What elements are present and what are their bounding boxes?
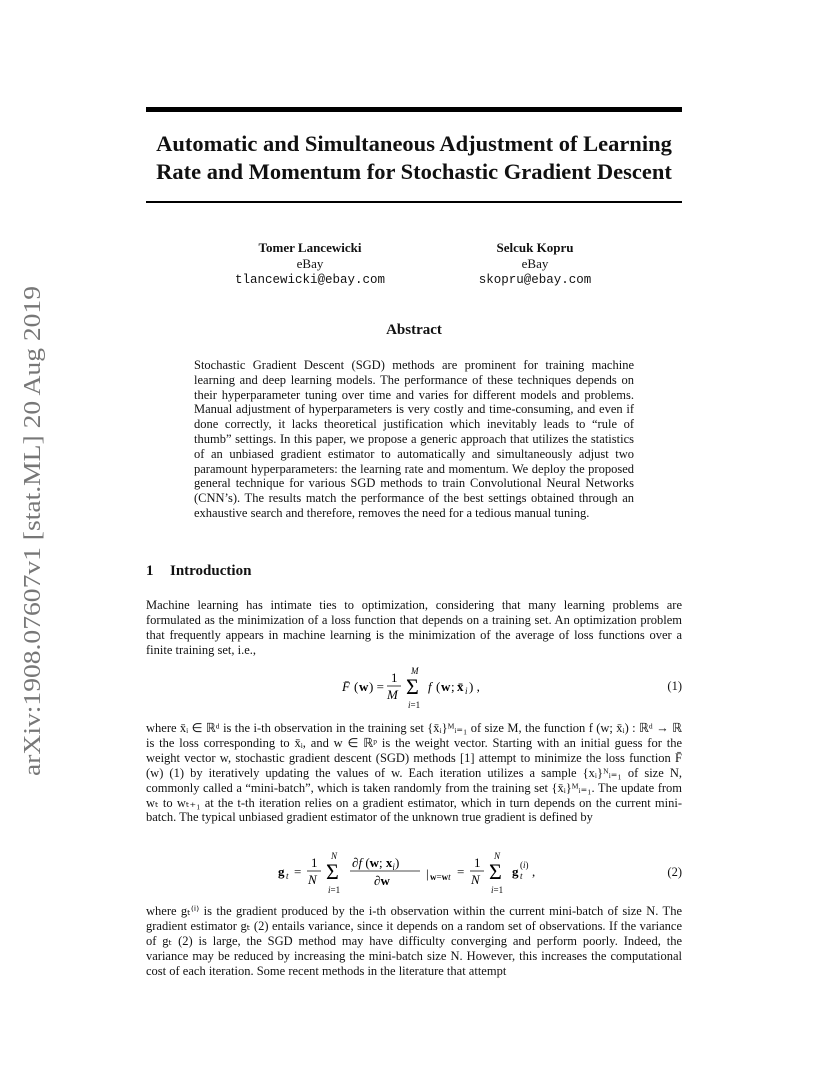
svg-text:(i): (i) — [520, 860, 529, 870]
abstract-heading: Abstract — [386, 322, 442, 338]
equation-2 — [146, 848, 682, 898]
equation-body — [146, 848, 682, 898]
author-affiliation: eBay — [296, 256, 324, 271]
svg-text:g: g — [278, 864, 285, 879]
section-number: 1 — [146, 563, 154, 579]
author-email: skopru@ebay.com — [478, 273, 592, 287]
author-affiliation: eBay — [521, 256, 549, 271]
svg-text:g: g — [512, 864, 519, 879]
svg-text:N: N — [494, 851, 501, 861]
author-email: tlancewicki@ebay.com — [234, 273, 386, 287]
title-rule-bottom — [146, 201, 682, 203]
svg-text:Σ: Σ — [326, 859, 339, 884]
body-paragraph: Machine learning has intimate ties to optimization, considering that many learning problems are formulated as the minimization of a loss function that depends on a training set. An optimization problem that frequently appears in machine learning is the minimization of the average of loss functions over a finite training set, i.e., — [146, 598, 682, 657]
svg-text:∂f (w; xi): ∂f (w; $x_i$) — [352, 855, 400, 872]
svg-text:w: w — [359, 679, 369, 694]
abstract-text: Stochastic Gradient Descent (SGD) methods are prominent for training machine learning and deep learning models. The performance of these techniques depends on their hyperparameter tuning over time and varies for different models and problems. Manual adjustment of hyperparameters is very costly and time-consuming, and even if done correctly, it lacks theoretical justification which inevitably leads to “rule of thumb” settings. In this paper, we propose a generic approach that utilizes the statistics of an unbiased gradient estimator to automatically and simultaneously adjust two paramount hyperparameters: the learning rate and momentum. We deploy the proposed general technique for various SGD methods to train Convolutional Neural Networks (CNN’s). The results match the performance of the best settings obtained through an exhaustive search and therefore, removes the need for a tedious manual tuning. — [194, 358, 634, 520]
svg-text:|: | — [426, 866, 429, 881]
section-heading — [146, 563, 251, 580]
equation-number: (1) — [667, 679, 682, 693]
paper-title: Automatic and Simultaneous Adjustment of Learning Rate and Momentum for Stochastic Gradient Descent — [156, 131, 672, 184]
equation-number: (2) — [667, 865, 682, 879]
svg-text:F̄: F̄ — [342, 679, 350, 694]
svg-text:t: t — [286, 871, 289, 881]
section-title: Introduction — [170, 563, 252, 579]
svg-text:) ,: ) , — [469, 679, 480, 694]
svg-text:N: N — [471, 872, 480, 887]
svg-text:,: , — [532, 864, 536, 879]
body-paragraph: where x̄ᵢ ∈ ℝᵈ is the i-th observation in the training set {x̄ᵢ}ᴹᵢ₌₁ of size M, the function f (w; x̄ᵢ) : ℝᵈ → ℝ is the loss corresponding to x̄ᵢ, and w ∈ ℝᵖ is the weight vector. Starting with an initial guess for the weight vector w, stochastic gradient descent (SGD) methods [1] attempt to minimize the loss function F̄ (w) (1) by iteratively updating the values of w. Each iteration utilizes a sample {xᵢ}ᴺᵢ₌₁ of size N, commonly called a “mini-batch”, which is taken randomly from the training set {x̄ᵢ}ᴹᵢ₌₁. The update from wₜ to wₜ₊₁ at the t-th iteration relies on a gradient estimator, which in turn depends on the current mini-batch. The typical unbiased gradient estimator of the unknown true gradient is defined by — [146, 721, 682, 825]
equation-1 — [146, 662, 682, 712]
svg-text:;: ; — [451, 679, 455, 694]
svg-text:M: M — [411, 666, 419, 676]
svg-text:∂w: ∂w — [374, 873, 390, 888]
author-name: Tomer Lancewicki — [258, 240, 362, 255]
author-block — [195, 240, 425, 288]
svg-text:f: f — [428, 679, 432, 694]
body-paragraph: where gₜ⁽ⁱ⁾ is the gradient produced by the i-th observation within the current mini-batch of size N. The gradient estimator gₜ (2) entails variance, since it depends on a random set of observations. If the variance of gₜ (2) is large, the SGD method may have difficulty converging and perform poorly. Indeed, the variance may be reduced by increasing the mini-batch size N. However, this increases the computational cost of each iteration. Some recent methods in the literature that attempt — [146, 904, 682, 978]
svg-text:i: i — [465, 686, 468, 696]
svg-text:M: M — [387, 687, 398, 702]
arxiv-identifier-text: arXiv:1908.07607v1 [stat.ML] 20 Aug 2019 — [20, 349, 46, 776]
author-block — [420, 240, 650, 288]
svg-text:(: ( — [354, 679, 359, 694]
svg-text:1: 1 — [391, 670, 398, 685]
svg-text:N: N — [331, 851, 338, 861]
svg-text:=: = — [294, 864, 302, 879]
svg-text:i=1: i=1 — [328, 885, 341, 895]
svg-text:1: 1 — [311, 855, 318, 870]
svg-text:i=1: i=1 — [408, 700, 421, 710]
svg-text:w=wt: w=wt — [430, 872, 451, 882]
svg-text:1: 1 — [474, 855, 481, 870]
svg-text:(: ( — [436, 679, 441, 694]
author-name: Selcuk Kopru — [496, 240, 574, 255]
title-rule-top — [146, 107, 682, 112]
svg-text:i=1: i=1 — [491, 885, 504, 895]
equation-body — [146, 662, 682, 712]
svg-text:w: w — [441, 679, 451, 694]
arxiv-identifier-stamp — [4, 276, 50, 776]
svg-text:=: = — [457, 864, 465, 879]
svg-text:Σ: Σ — [489, 859, 502, 884]
svg-text:) =: ) = — [369, 679, 384, 694]
svg-text:N: N — [308, 872, 317, 887]
svg-text:x̄: x̄ — [457, 679, 464, 694]
svg-text:t: t — [520, 871, 523, 881]
svg-text:Σ: Σ — [406, 674, 419, 699]
